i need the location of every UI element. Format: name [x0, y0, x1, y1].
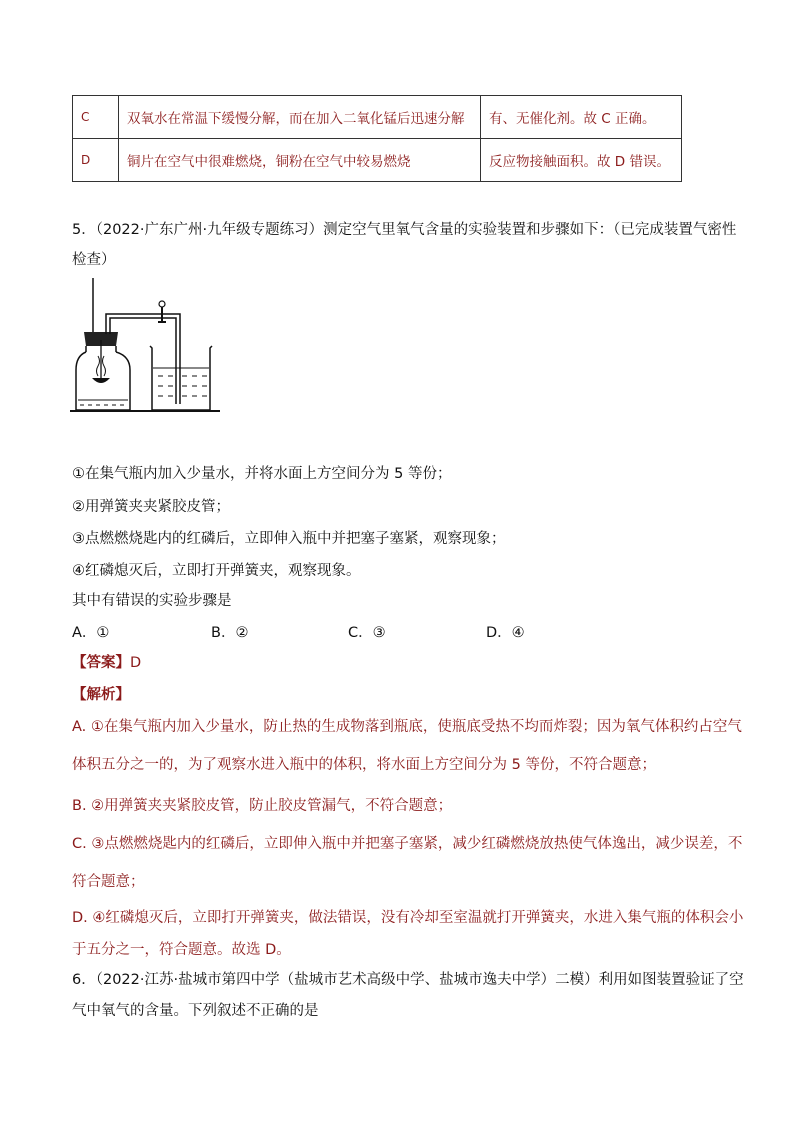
oxygen-measurement-apparatus-figure — [70, 276, 330, 416]
analysis-line-d1: D. ④红磷熄灭后，立即打开弹簧夹，做法错误，没有冷却至室温就打开弹簧夹，水进入集气瓶的体积会小 — [72, 910, 744, 926]
choice-a: A．① — [72, 625, 110, 641]
analysis-line-a1: A. ①在集气瓶内加入少量水，防止热的生成物落到瓶底，使瓶底受热不均而炸裂；因为氧气体积约占空气 — [72, 719, 742, 735]
explanation-cell: 有、无催化剂。故 C 正确。 — [481, 96, 682, 139]
choice-b: B．② — [211, 625, 249, 641]
option-cell: C — [73, 96, 119, 139]
phenomenon-cell: 铜片在空气中很难燃烧，铜粉在空气中较易燃烧 — [119, 139, 481, 182]
explanation-cell: 反应物接触面积。故 D 错误。 — [481, 139, 682, 182]
analysis-label: 【解析】 — [72, 687, 130, 703]
q5-stem-line-2: 检查） — [72, 252, 116, 268]
q5-stem-line-1: 5．（2022·广东广州·九年级专题练习）测定空气里氧气含量的实验装置和步骤如下：（已完成装置气密性 — [72, 222, 737, 238]
analysis-line-b: B. ②用弹簧夹夹紧胶皮管，防止胶皮管漏气，不符合题意； — [72, 798, 453, 814]
table-row — [73, 139, 682, 182]
answer-line — [72, 653, 141, 673]
option-cell: D — [73, 139, 119, 182]
q5-step-4: ④红磷熄灭后，立即打开弹簧夹，观察现象。 — [72, 563, 361, 579]
analysis-line-c1: C. ③点燃燃烧匙内的红磷后，立即伸入瓶中并把塞子塞紧，减少红磷燃烧放热使气体逸出，减少误差，不 — [72, 836, 743, 852]
table-row — [73, 96, 682, 139]
q5-question: 其中有错误的实验步骤是 — [72, 593, 232, 609]
answer-value: D — [130, 655, 142, 671]
q6-stem-line-1: 6．（2022·江苏·盐城市第四中学（盐城市艺术高级中学、盐城市逸夫中学）二模）利用如图装置验证了空 — [72, 972, 744, 988]
q5-step-2: ②用弹簧夹夹紧胶皮管； — [72, 499, 230, 515]
options-table — [72, 95, 682, 182]
q5-step-3: ③点燃燃烧匙内的红磷后，立即伸入瓶中并把塞子塞紧，观察现象； — [72, 531, 506, 547]
analysis-line-a2: 体积五分之一的，为了观察水进入瓶中的体积，将水面上方空间分为 5 等份，不符合题意； — [72, 757, 656, 773]
q5-step-1: ①在集气瓶内加入少量水，并将水面上方空间分为 5 等份； — [72, 466, 452, 482]
choice-d: D．④ — [486, 625, 525, 641]
analysis-line-c2: 符合题意； — [72, 874, 145, 890]
q5-choices — [72, 621, 632, 641]
phenomenon-cell: 双氧水在常温下缓慢分解，而在加入二氧化锰后迅速分解 — [119, 96, 481, 139]
choice-c: C．③ — [348, 625, 386, 641]
q6-stem-line-2: 气中氧气的含量。下列叙述不正确的是 — [72, 1003, 319, 1019]
analysis-line-d2: 于五分之一，符合题意。故选 D。 — [72, 942, 291, 958]
answer-label: 【答案】 — [72, 655, 130, 671]
